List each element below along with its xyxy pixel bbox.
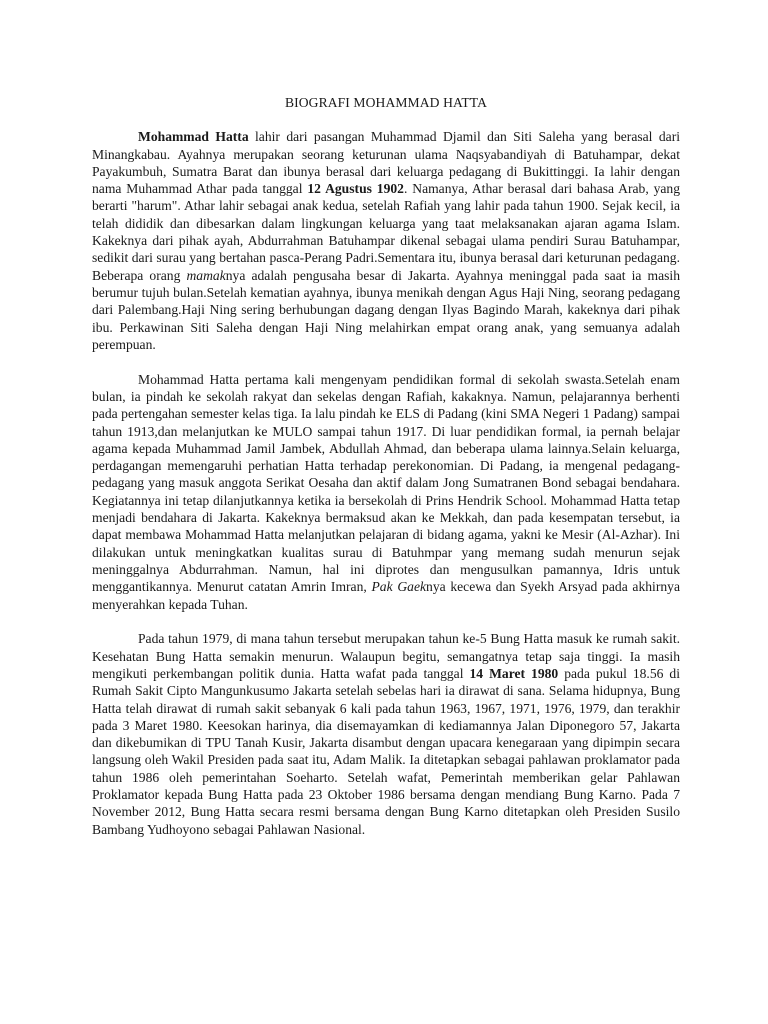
bold-text-run: 14 Maret 1980 [469, 665, 559, 681]
text-run: lahir dari pasangan Muhammad Djamil dan Siti Saleha yang berasal dari Minangkabau. Ayahnya merupakan seorang keturunan ulama Naqsyabandiyah di Batuhampar, dekat Payakumbuh, Sumatra Barat dan ibunya berasal dari keluarga pedagang di Bukittinggi. Ia lahir dengan nama Muhammad Athar pada tanggal [92, 129, 680, 197]
bold-text-run: 12 Agustus 1902 [307, 181, 404, 197]
text-run: nya adalah pengusaha besar di Jakarta. Ayahnya meninggal pada saat ia masih berumur tujuh bulan.Setelah kematian ayahnya, ibunya menikah dengan Agus Haji Ning, seorang pedagang dari Palembang.Haji Ning sering berhubungan dagang dengan Ilyas Bagindo Marah, kakeknya dari pihak ibu. Perkawinan Siti Saleha dengan Haji Ning melahirkan empat orang anak, yang semuanya adalah perempuan. [92, 267, 680, 352]
text-run: Mohammad Hatta pertama kali mengenyam pendidikan formal di sekolah swasta.Setelah enam bulan, ia pindah ke sekolah rakyat dan sekelas dengan Rafiah, kakaknya. Namun, pelajarannya berhenti pada pertengahan semester kelas tiga. Ia lalu pindah ke ELS di Padang (kini SMA Negeri 1 Padang) sampai tahun 1913,dan melanjutkan ke MULO sampai tahun 1917. Di luar pendidikan formal, ia pernah belajar agama kepada Muhammad Jamil Jambek, Abdullah Ahmad, dan beberapa ulama lainnya.Selain keluarga, perdagangan memengaruhi perhatian Hatta terhadap perekonomian. Di Padang, ia mengenal pedagang-pedagang yang masuk anggota Serikat Oesaha dan aktif dalam Jong Sumatranen Bond sebagai bendahara. Kegiatannya ini tetap dilanjutkannya ketika ia bersekolah di Prins Hendrik School. Mohammad Hatta tetap menjadi bendahara di Jakarta. Kakeknya bermaksud akan ke Mekkah, dan pada kesempatan tersebut, ia dapat membawa Mohammad Hatta melanjutkan pelajaran di bidang agama, yakni ke Mesir (Al-Azhar). Ini dilakukan untuk meningkatkan kualitas surau di Batuhmpar yang memang sudah menurun sejak meninggalnya Abdurrahman. Namun, hal ini diprotes dan mengusulkan pamannya, Idris untuk menggantikannya. Menurut catatan Amrin Imran, [92, 371, 680, 595]
text-run: . Namanya, Athar berasal dari bahasa Arab, yang berarti "harum". Athar lahir sebagai anak kedua, setelah Rafiah yang lahir pada tahun 1900. Sejak kecil, ia telah dididik dan dibesarkan dalam lingkungan keluarga yang taat melaksanakan ajaran agama Islam. Kakeknya dari pihak ayah, Abdurrahman Batuhampar dikenal sebagai ulama pendiri Surau Batuhampar, sedikit dari surau yang bertahan pasca-Perang Padri.Sementara itu, ibunya berasal dari keturunan pedagang. Beberapa orang [92, 181, 681, 283]
text-run: pada pukul 18.56 di Rumah Sakit Cipto Mangunkusumo Jakarta setelah sebelas hari ia dirawat di sana. Selama hidupnya, Bung Hatta telah dirawat di rumah sakit sebanyak 6 kali pada tahun 1963, 1967, 1971, 1976, 1979, dan terakhir pada 3 Maret 1980. Keesokan harinya, dia disemayamkan di kediamannya Jalan Diponegoro 57, Jakarta dan dikebumikan di TPU Tanah Kusir, Jakarta disambut dengan upacara kenegaraan yang dipimpin secara langsung oleh Wakil Presiden pada saat itu, Adam Malik. Ia ditetapkan sebagai pahlawan proklamator pada tahun 1986 oleh pemerintahan Soeharto. Setelah wafat, Pemerintah memberikan gelar Pahlawan Proklamator kepada Bung Hatta pada 23 Oktober 1986 bersama dengan mendiang Bung Karno. Pada 7 November 2012, Bung Hatta secara resmi bersama dengan Bung Karno ditetapkan oleh Presiden Susilo Bambang Yudhoyono sebagai Pahlawan Nasional. [92, 665, 680, 837]
document-title: BIOGRAFI MOHAMMAD HATTA [284, 95, 488, 110]
italic-text-run: Pak Gaek [371, 579, 427, 595]
body-paragraph [92, 371, 680, 613]
italic-text-run: mamak [186, 267, 226, 283]
body-paragraph [92, 128, 680, 353]
body-paragraph [92, 630, 680, 838]
text-run: nya kecewa dan Syekh Arsyad pada akhirnya menyerahkan kepada Tuhan. [92, 579, 680, 612]
text-run: Pada tahun 1979, di mana tahun tersebut merupakan tahun ke-5 Bung Hatta masuk ke rumah sakit. Kesehatan Bung Hatta semakin menurun. Walaupun begitu, semangatnya tetap saja tinggi. Ia masih mengikuti perkembangan politik dunia. Hatta wafat pada tanggal [92, 631, 680, 681]
document-body [92, 128, 680, 838]
bold-text-run: Mohammad Hatta [138, 129, 249, 145]
